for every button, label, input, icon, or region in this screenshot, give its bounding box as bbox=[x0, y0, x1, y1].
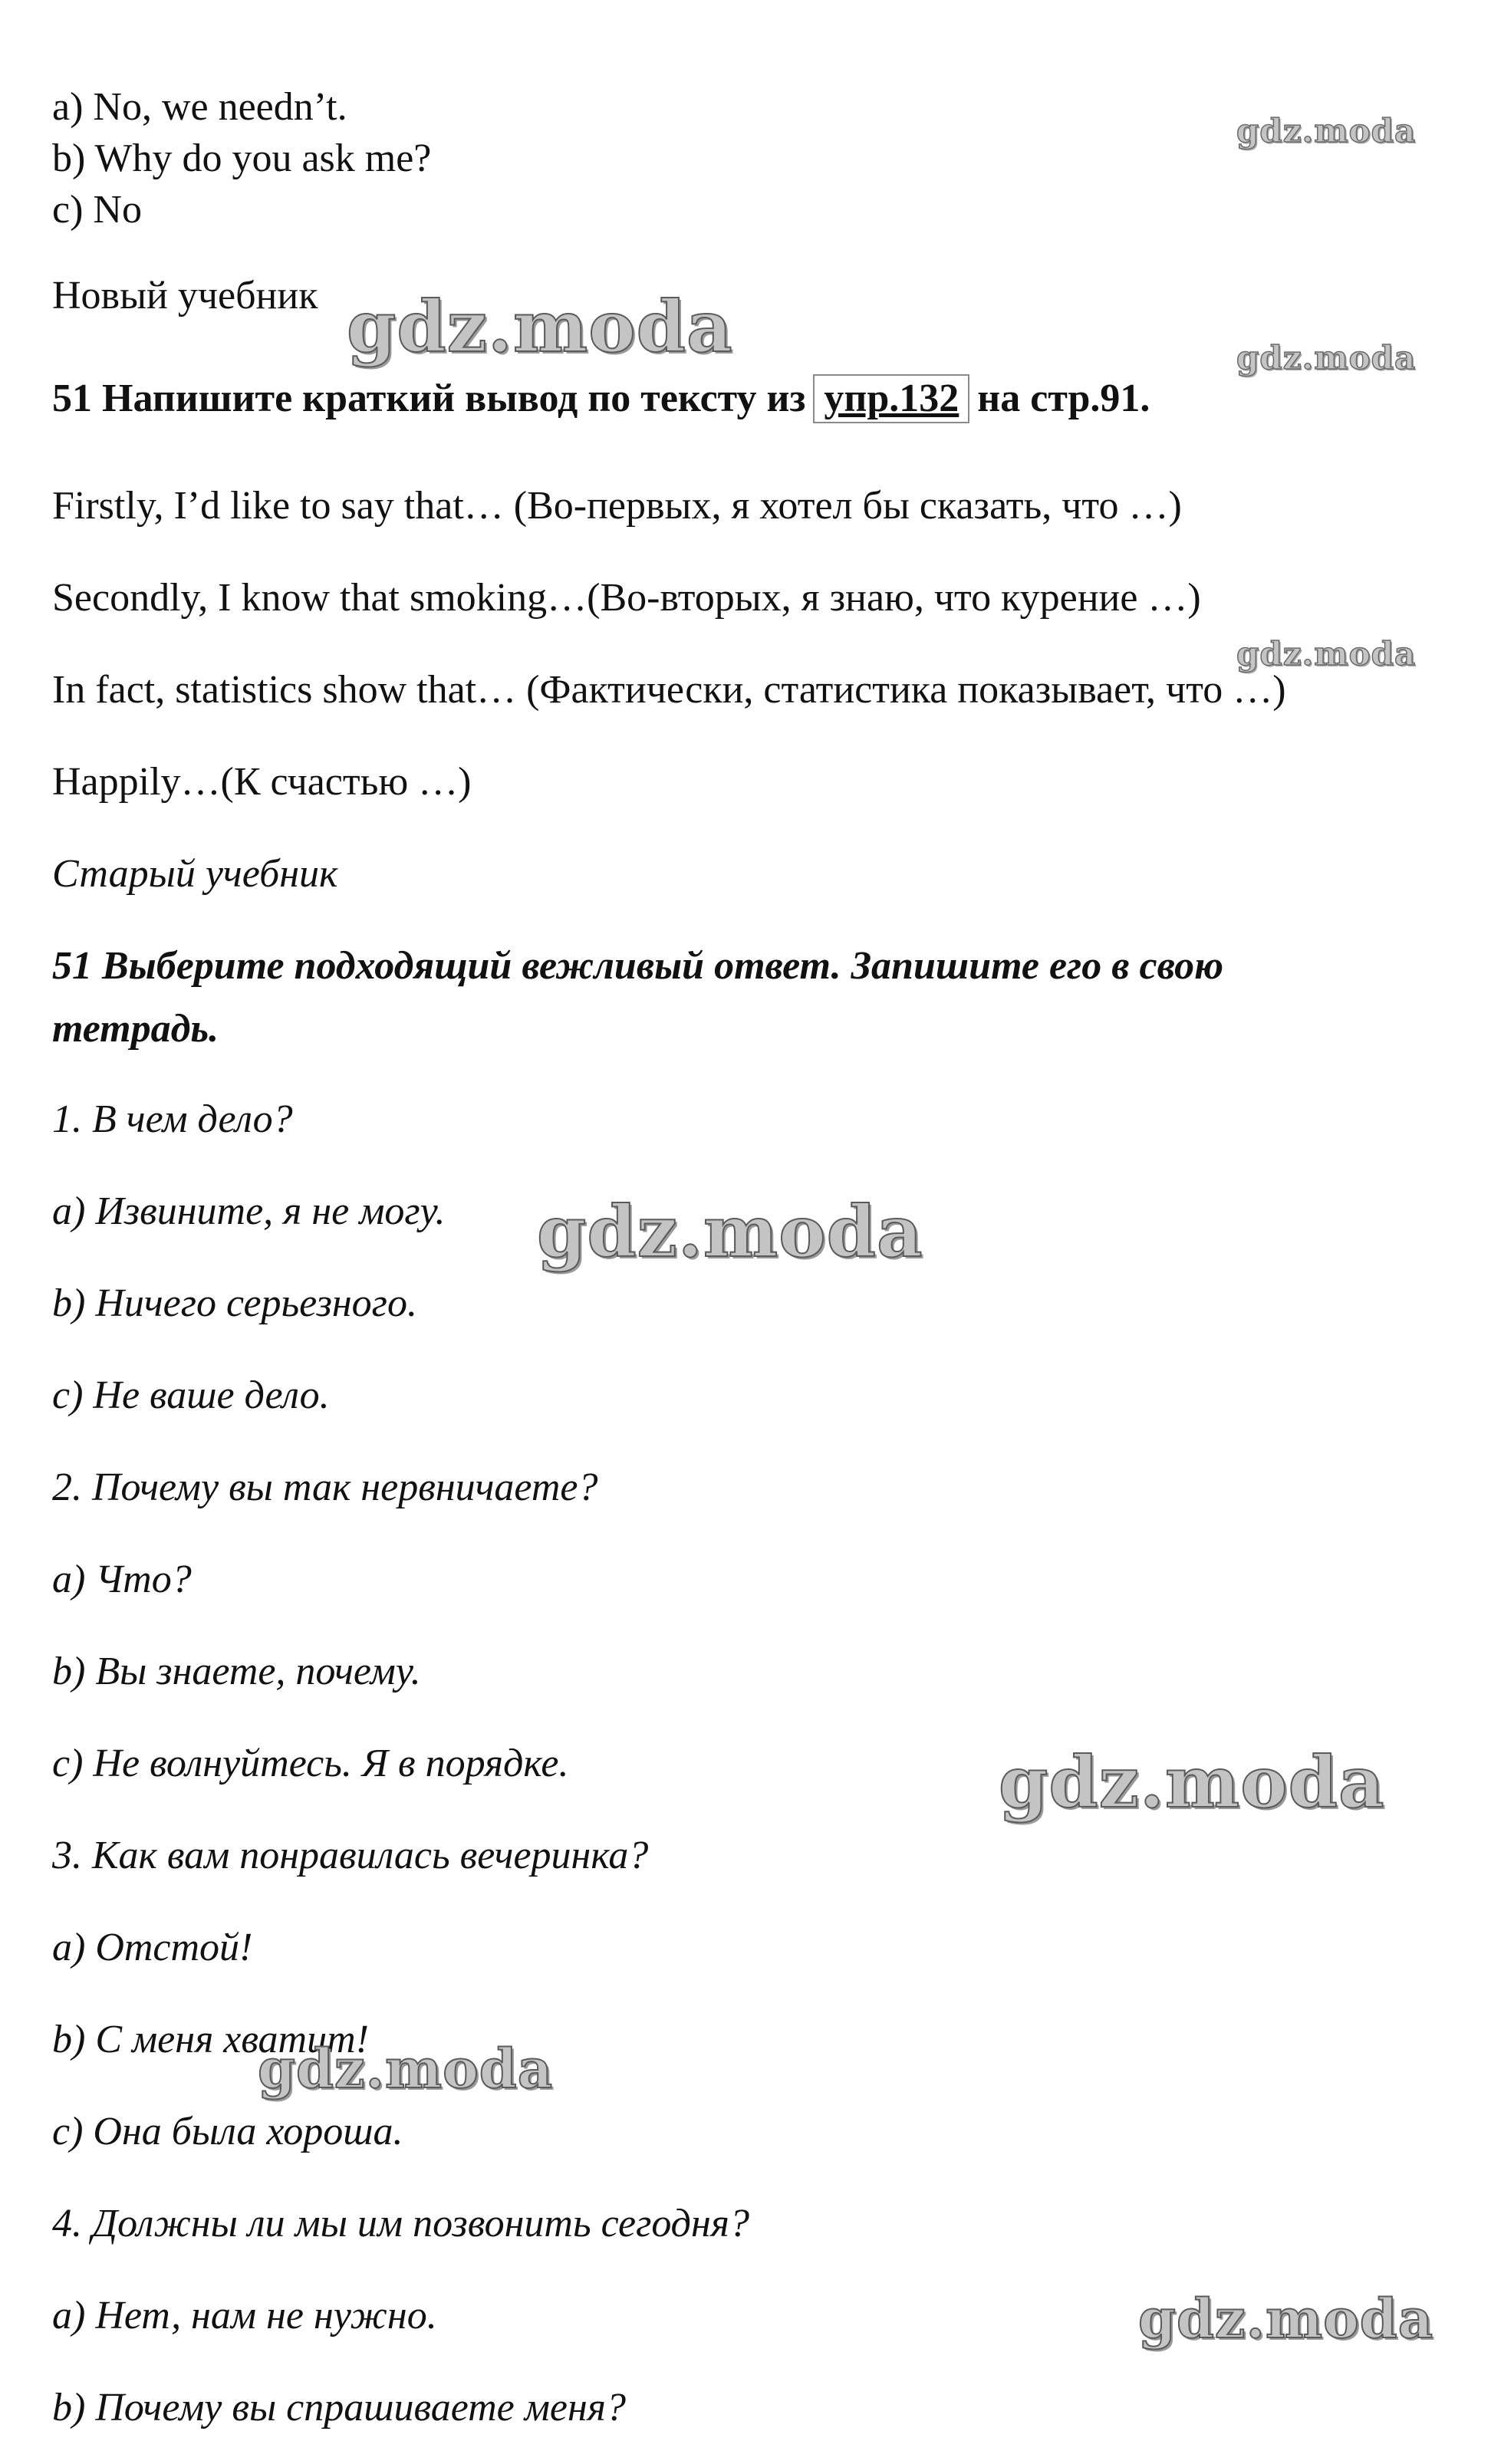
exercise-link[interactable]: упр.132 bbox=[813, 374, 969, 423]
watermark-logo: gdz.moda bbox=[347, 285, 733, 368]
option-item: a) Нет, нам не нужно. bbox=[52, 2294, 437, 2337]
task-heading-prefix: 51 Напишите краткий вывод по тексту из bbox=[52, 377, 806, 420]
section-label-new: Новый учебник bbox=[52, 274, 318, 317]
watermark-logo: gdz.moda bbox=[258, 2037, 554, 2100]
answer-line: c) No bbox=[52, 188, 142, 232]
watermark-logo: gdz.moda bbox=[1236, 339, 1417, 377]
option-item: b) Ничего серьезного. bbox=[52, 1281, 417, 1325]
option-item: c) Не ваше дело. bbox=[52, 1373, 330, 1417]
task-heading-suffix: на стр.91. bbox=[977, 377, 1150, 420]
section-label-old: Старый учебник bbox=[52, 852, 338, 896]
watermark-logo: gdz.moda bbox=[537, 1190, 923, 1273]
watermark-logo: gdz.moda bbox=[999, 1741, 1385, 1824]
summary-line: Happily…(К счастью …) bbox=[52, 760, 472, 804]
option-item: a) Отстой! bbox=[52, 1926, 253, 1969]
summary-line: Secondly, I know that smoking…(Во-вторых, я знаю, что курение …) bbox=[52, 576, 1201, 620]
option-item: c) Не волнуйтесь. Я в порядке. bbox=[52, 1742, 569, 1785]
question-item: 3. Как вам понравилась вечеринка? bbox=[52, 1834, 649, 1877]
option-item: b) Вы знаете, почему. bbox=[52, 1650, 421, 1693]
question-item: 2. Почему вы так нервничаете? bbox=[52, 1466, 598, 1509]
question-item: 1. В чем дело? bbox=[52, 1097, 293, 1141]
watermark-logo: gdz.moda bbox=[1138, 2287, 1434, 2351]
answer-line: a) No, we needn’t. bbox=[52, 85, 347, 129]
option-item: a) Что? bbox=[52, 1558, 192, 1601]
summary-line: In fact, statistics show that… (Фактически, статистика показывает, что …) bbox=[52, 668, 1286, 712]
option-item: b) Почему вы спрашиваете меня? bbox=[52, 2386, 626, 2429]
task-heading-old-line1: 51 Выберите подходящий вежливый ответ. Запишите его в свою bbox=[52, 944, 1224, 988]
option-item: c) Она была хороша. bbox=[52, 2110, 403, 2153]
summary-line: Firstly, I’d like to say that… (Во-первых, я хотел бы сказать, что …) bbox=[52, 484, 1182, 528]
task-heading-new bbox=[52, 374, 1150, 423]
watermark-logo: gdz.moda bbox=[1236, 112, 1417, 150]
option-item: b) С меня хватит! bbox=[52, 2018, 369, 2061]
watermark-logo: gdz.moda bbox=[1236, 635, 1417, 673]
answer-line: b) Why do you ask me? bbox=[52, 137, 432, 180]
task-heading-old-line2: тетрадь. bbox=[52, 1007, 219, 1051]
question-item: 4. Должны ли мы им позвонить сегодня? bbox=[52, 2202, 749, 2245]
option-item: a) Извините, я не могу. bbox=[52, 1189, 446, 1233]
